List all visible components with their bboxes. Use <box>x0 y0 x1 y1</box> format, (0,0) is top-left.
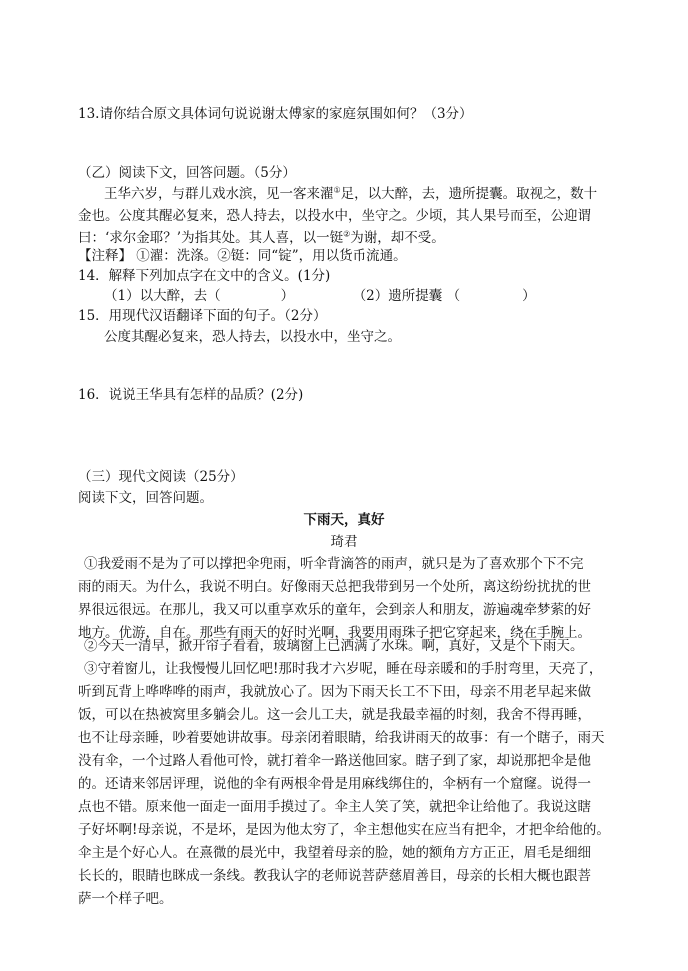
question-16: 16．说说王华具有怎样的品质？(2分) <box>78 387 304 403</box>
essay-line: 饭，可以在热被窝里多躺会儿。这一会儿工夫，就是我最幸福的时刻，我舍不得再睡， <box>78 707 591 723</box>
part-3-header: （三）现代文阅读（25分） <box>78 469 244 485</box>
essay-line: 地方。优游，自在。那些有雨天的好时光啊，我要用雨珠子把它穿起来，绕在手腕上。 <box>78 625 591 641</box>
passage-line-3: 曰：‘求尔金耶？’为指其处。其人喜，以一铤②为谢，却不受。 <box>78 229 445 246</box>
essay-line: 也不让母亲睡，吵着要她讲故事。母亲闭着眼睛，给我讲雨天的故事：有一个瞎子，雨天 <box>78 730 605 746</box>
essay-line: 点也不错。原来他一面走一面用手摸过了。伞主人笑了笑，就把伞让给他了。我说这瞎 <box>78 799 591 815</box>
essay-line: ①我爱雨不是为了可以撑把伞兜雨，听伞背滴答的雨声，就只是为了喜欢那个下不完 <box>84 556 584 572</box>
essay-line: 长长的，眼睛也眯成一条线。教我认字的老师说菩萨慈眉善目，母亲的长相大概也跟菩 <box>78 868 591 884</box>
essay-line: 听到瓦背上哗哗哗的雨声，我就放心了。因为下雨天长工不下田，母亲不用老早起来做 <box>78 684 591 700</box>
essay-title: 下雨天，真好 <box>303 512 385 528</box>
essay-line: 界很远很远。在那儿，我又可以重享欢乐的童年，会到亲人和朋友，游遍魂牵梦萦的好 <box>78 602 591 618</box>
part-2-header: （乙）阅读下文，回答问题。（5分） <box>78 165 296 181</box>
essay-line: 雨的雨天。为什么，我说不明白。好像雨天总把我带到另一个处所，离这纷纷扰扰的世 <box>78 579 591 595</box>
q14-item-1: （1）以大醉，去（ <box>104 288 221 304</box>
essay-line: ②今天一清早，掀开帘子看看，玻璃窗上已洒满了水珠。啊，真好，又是个下雨天。 <box>84 638 584 654</box>
part-3-instruction: 阅读下文，回答问题。 <box>78 490 213 506</box>
essay-line: 的。还请来邻居评理，说他的伞有两根伞骨是用麻线绑住的，伞柄有一个窟窿。说得一 <box>78 776 591 792</box>
annotation-notes: 【注释】 ①濯：洗涤。②铤：同“锭”，用以货币流通。 <box>78 248 407 264</box>
essay-author: 琦君 <box>330 534 358 550</box>
passage-line-2: 金也。公度其醒必复来，恐人持去，以投水中，坐守之。少顷，其人果号而至，公迎谓 <box>78 208 591 224</box>
question-13: 13.请你结合原文具体词句说说谢太傅家的家庭氛围如何？（3分） <box>78 106 473 122</box>
passage-line-1: 王华六岁，与群儿戏水滨，见一客来濯①足，以大醉，去，遗所提囊。取视之，数十 <box>104 185 598 202</box>
q14-item-2: （2）遗所提囊 （ <box>352 288 461 304</box>
essay-line: 萨一个样子吧。 <box>78 891 173 907</box>
question-15: 15．用现代汉语翻译下面的句子。（2分） <box>78 308 327 324</box>
question-14: 14．解释下列加点字在文中的含义。(1分) <box>78 268 331 284</box>
essay-line: 子好坏啊!母亲说，不是坏，是因为他太穷了，伞主想他实在应当有把伞，才把伞给他的。 <box>78 822 610 838</box>
essay-line: 没有伞，一个过路人看他可怜，就打着伞一路送他回家。瞎子到了家，却说那把伞是他 <box>78 753 591 769</box>
question-15-sentence: 公度其醒必复来，恐人持去，以投水中，坐守之。 <box>104 329 401 345</box>
essay-line: ③守着窗儿，让我慢慢儿回忆吧!那时我才六岁呢，睡在母亲暖和的手肘弯里，天亮了， <box>84 661 603 677</box>
essay-line: 伞主是个好心人。在熹微的晨光中，我望着母亲的脸，她的额角方方正正，眉毛是细细 <box>78 845 591 861</box>
question-14-items: （1）以大醉，去（ ） （2）遗所提囊 （ ） <box>104 288 536 304</box>
